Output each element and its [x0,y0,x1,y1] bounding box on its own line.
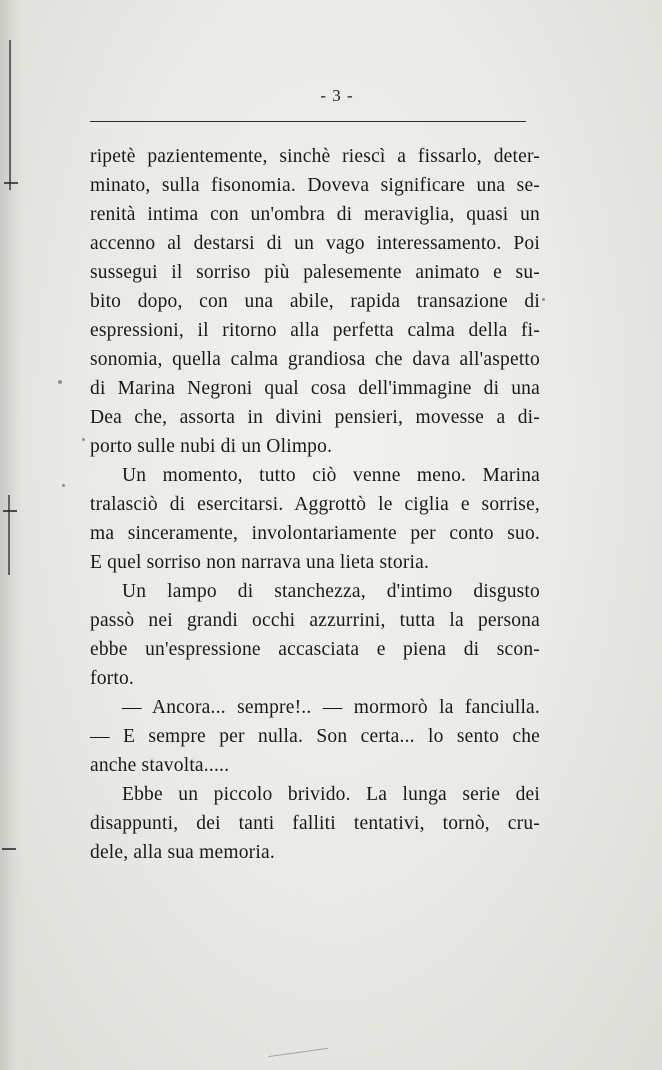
text-line: Ebbe un piccolo brivido. La lunga serie dei [122,784,540,805]
text-line: minato, sulla fisonomia. Doveva significare una se- [90,175,540,196]
text-line: porto sulle nubi di un Olimpo. [90,436,333,457]
print-speck [58,380,62,384]
print-speck [82,438,85,441]
text-line: forto. [90,668,134,689]
text-line: dele, alla sua memoria. [90,842,275,863]
text-line: anche stavolta..... [90,755,230,776]
print-speck [542,298,545,301]
text-line: ebbe un'espressione accasciata e piena di scon- [90,639,540,660]
text-line: — Ancora... sempre!.. — mormorò la fanciulla. [122,697,540,718]
text-line: ma sinceramente, involontariamente per conto suo. [90,523,540,544]
text-line: E quel sorriso non narrava una lieta storia. [90,552,430,573]
text-line: sussegui il sorriso più palesemente animato e su- [90,262,540,283]
text-line: accenno al destarsi di un vago interessamento. Poi [90,233,540,254]
text-line: tralasciò di esercitarsi. Aggrottò le ciglia e sorrise, [90,494,540,515]
binding-edge [0,0,26,1070]
binding-tick [3,510,17,512]
text-line: bito dopo, con una abile, rapida transazione di [90,291,540,312]
text-line: sonomia, quella calma grandiosa che dava all'aspetto [90,349,540,370]
binding-thread [9,40,11,190]
text-line: Un lampo di stanchezza, d'intimo disgusto [122,581,540,602]
body-text [90,142,540,867]
text-line: passò nei grandi occhi azzurrini, tutta la persona [90,610,540,631]
text-line: di Marina Negroni qual cosa dell'immagine di una [90,378,540,399]
binding-tick [4,182,18,184]
binding-tick [2,848,16,850]
text-line: Dea che, assorta in divini pensieri, movesse a di- [90,407,540,428]
text-line: disappunti, dei tanti falliti tentativi, tornò, cru- [90,813,540,834]
text-line: renità intima con un'ombra di meraviglia, quasi un [90,204,540,225]
text-line: Un momento, tutto ciò venne meno. Marina [122,465,540,486]
page-mark [268,1048,328,1057]
text-line: — E sempre per nulla. Son certa... lo sento che [90,726,540,747]
text-line: espressioni, il ritorno alla perfetta calma della fi- [90,320,540,341]
print-speck [62,484,65,487]
header-rule [90,121,526,122]
page-number: - 3 - [320,86,354,105]
binding-thread-lower [8,495,10,575]
text-line: ripetè pazientemente, sinchè riescì a fissarlo, deter- [90,146,540,167]
